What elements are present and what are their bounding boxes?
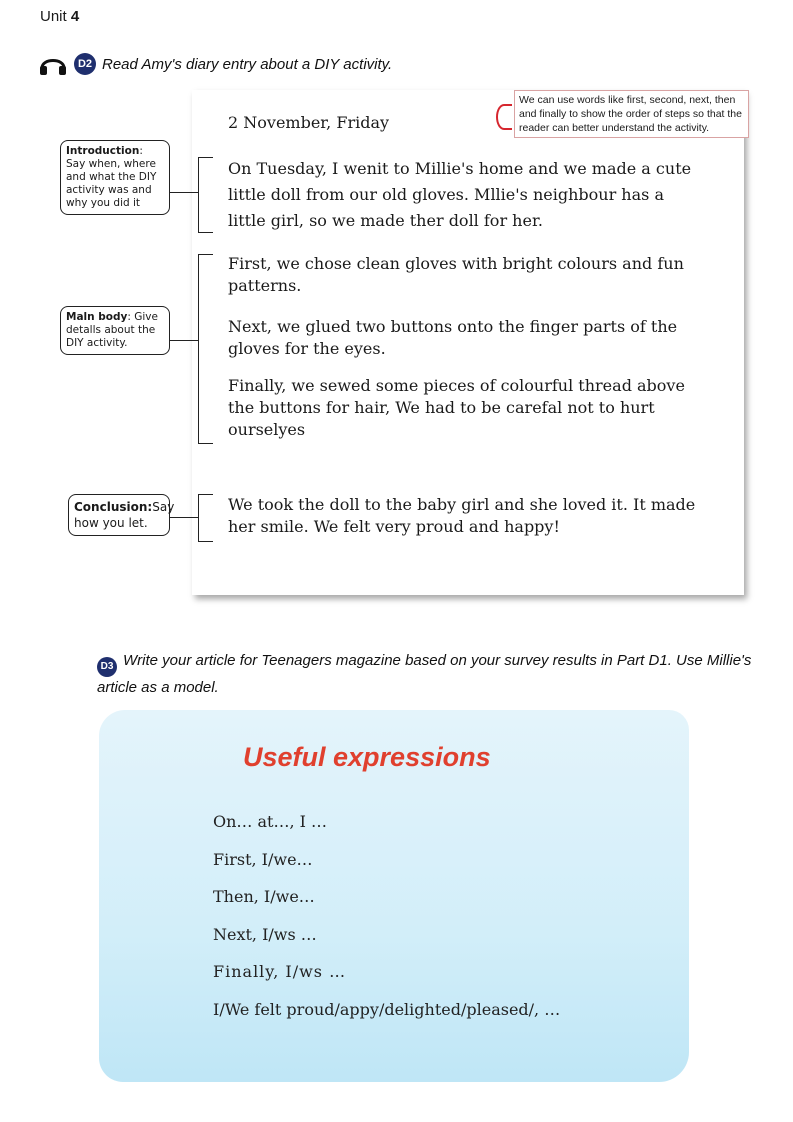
d3-instruction: Write your article for Teenagers magazine based on your survey results in Part D1. Use Millie's article as a model.	[97, 652, 752, 696]
conclusion-label	[68, 494, 175, 536]
intro-bracket	[198, 157, 213, 233]
expression-item: I/We felt proud/appy/delighted/pleased/, …	[213, 1000, 561, 1019]
introduction-label-heading: Introduction	[66, 145, 140, 157]
diary-paragraph-intro: On Tuesday, I wenit to Millie's home and we made a cute little doll from our old gloves. Mllie's neighbour has a little girl, so we made ther doll for her.	[228, 159, 692, 230]
expression-item: Finally, I/ws …	[213, 962, 347, 981]
useful-expressions-title: Useful expressions	[243, 742, 491, 772]
expression-item: Next, I/ws …	[213, 925, 317, 944]
expression-item: On… at…, I …	[213, 812, 328, 831]
diary-paragraph-finally: Finally, we sewed some pieces of colourful thread above the buttons for hair, We had to be carefal not to hurt ourselyes	[228, 376, 685, 439]
d2-instruction: Read Amy's diary entry about a DIY activity.	[102, 55, 393, 73]
headphones-icon	[38, 52, 68, 76]
expression-item: Then, I/we…	[213, 887, 315, 906]
d2-badge: D2	[74, 53, 96, 75]
main-body-label-heading: Maln body	[66, 311, 128, 323]
d3-heading	[97, 650, 777, 699]
conclusion-label-text: Say how you let.	[74, 500, 175, 530]
d3-badge: D3	[97, 657, 117, 677]
diary-entry	[192, 90, 744, 595]
tip-bubble-icon	[496, 104, 512, 130]
main-body-label-text: : Give detalls about the DIY activity.	[66, 311, 158, 349]
unit-label: Unit	[40, 8, 67, 25]
introduction-label-text: : Say when, where and what the DIY activity was and why you did it	[66, 145, 157, 209]
main-body-connector	[170, 340, 198, 341]
conclusion-connector	[170, 517, 198, 518]
unit-header	[40, 8, 79, 25]
d2-heading	[38, 52, 392, 76]
conclusion-label-heading: Conclusion:	[74, 500, 153, 514]
intro-connector	[170, 192, 198, 193]
main-body-label	[60, 306, 170, 355]
tip-note: We can use words like first, second, next, then and finally to show the order of steps so that the reader can better understand the activity.	[514, 90, 749, 138]
diary-paragraph-first: First, we chose clean gloves with bright colours and fun patterns.	[228, 254, 684, 295]
diary-paragraph-next: Next, we glued two buttons onto the finger parts of the gloves for the eyes.	[228, 317, 678, 358]
conclusion-bracket	[198, 494, 213, 542]
expression-item: First, I/we…	[213, 850, 313, 869]
unit-number: 4	[70, 8, 80, 25]
main-body-bracket	[198, 254, 213, 444]
diary-date: 2 November, Friday	[228, 113, 390, 132]
introduction-label	[60, 140, 170, 215]
diary-paragraph-conclusion: We took the doll to the baby girl and she loved it. It made her smile. We felt very proud and happy!	[228, 495, 696, 536]
